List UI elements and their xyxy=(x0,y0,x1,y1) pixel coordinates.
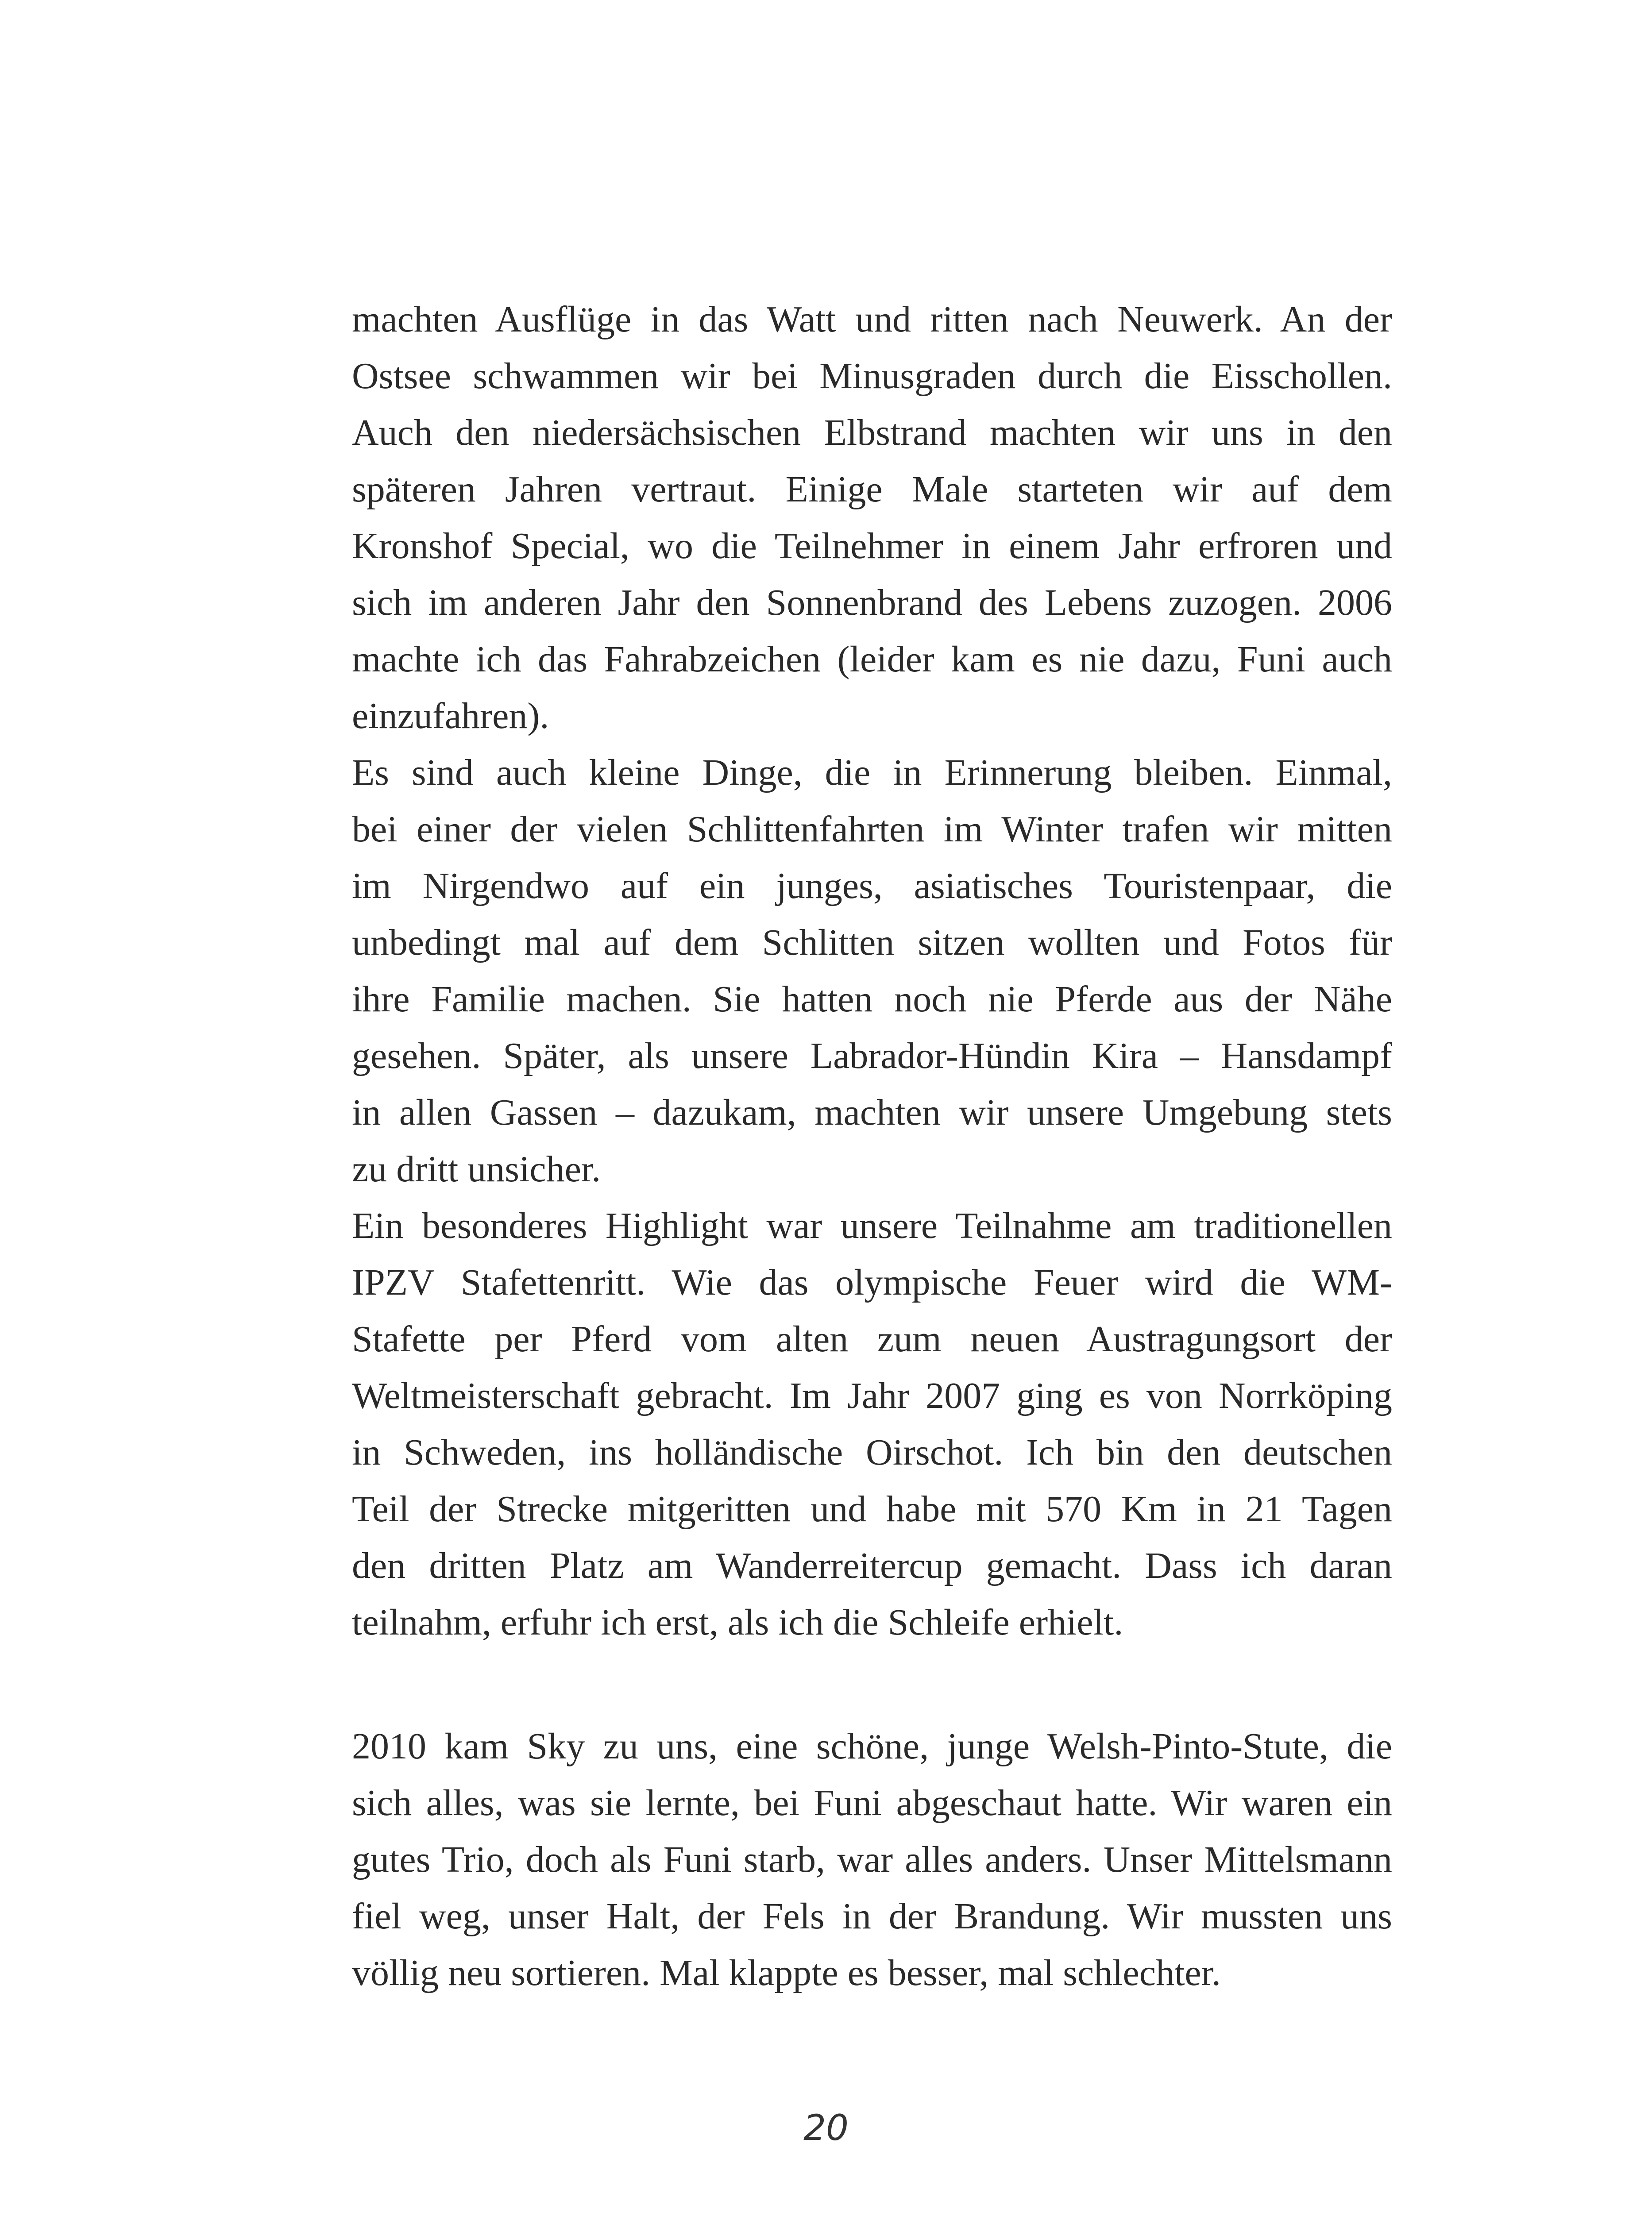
text-line: machten Ausflüge in das Watt und ritten nach Neuwerk. An der xyxy=(352,299,1392,340)
text-line: Stafette per Pferd vom alten zum neuen Austragungsort der xyxy=(352,1319,1392,1360)
paragraph-stafettenritt xyxy=(352,1198,1392,1651)
text-line: sich alles, was sie lernte, bei Funi abgeschaut hatte. Wir waren ein xyxy=(352,1782,1392,1824)
text-line: gesehen. Später, als unsere Labrador-Hündin Kira – Hansdampf xyxy=(352,1035,1392,1076)
text-line: bei einer der vielen Schlittenfahrten im Winter trafen wir mitten xyxy=(352,809,1392,850)
text-line: Kronshof Special, wo die Teilnehmer in einem Jahr erfroren und xyxy=(352,525,1392,567)
text-line: einzufahren). xyxy=(352,695,549,736)
text-line: gutes Trio, doch als Funi starb, war alles anders. Unser Mittelsmann xyxy=(352,1839,1392,1880)
text-line: späteren Jahren vertraut. Einige Male starteten wir auf dem xyxy=(352,469,1392,510)
text-line: Auch den niedersächsischen Elbstrand machten wir uns in den xyxy=(352,412,1392,453)
text-line: Ostsee schwammen wir bei Minusgraden durch die Eisschollen. xyxy=(352,355,1392,397)
text-line: machte ich das Fahrabzeichen (leider kam es nie dazu, Funi auch xyxy=(352,639,1392,680)
text-line: Teil der Strecke mitgeritten und habe mit 570 Km in 21 Tagen xyxy=(352,1488,1392,1530)
text-line: Weltmeisterschaft gebracht. Im Jahr 2007 ging es von Norrköping xyxy=(352,1375,1392,1416)
text-line: Es sind auch kleine Dinge, die in Erinnerung bleiben. Einmal, xyxy=(352,752,1392,793)
text-line: fiel weg, unser Halt, der Fels in der Brandung. Wir mussten uns xyxy=(352,1896,1392,1937)
second-text-block xyxy=(352,1718,1392,2001)
text-line: ihre Familie machen. Sie hatten noch nie Pferde aus der Nähe xyxy=(352,979,1392,1020)
paragraph-ausfluege xyxy=(352,291,1392,744)
text-line: in Schweden, ins holländische Oirschot. Ich bin den deutschen xyxy=(352,1432,1392,1473)
text-line: teilnahm, erfuhr ich erst, als ich die Schleife erhielt. xyxy=(352,1602,1123,1643)
paragraph-kleine-dinge xyxy=(352,744,1392,1198)
text-line: völlig neu sortieren. Mal klappte es besser, mal schlechter. xyxy=(352,1952,1221,1993)
paragraph-sky xyxy=(352,1718,1392,2001)
text-line: den dritten Platz am Wanderreitercup gemacht. Dass ich daran xyxy=(352,1545,1392,1586)
page-number: 20 xyxy=(803,2107,849,2148)
text-line: in allen Gassen – dazukam, machten wir unsere Umgebung stets xyxy=(352,1092,1392,1133)
text-line: 2010 kam Sky zu uns, eine schöne, junge Welsh-Pinto-Stute, die xyxy=(352,1726,1392,1767)
text-line: unbedingt mal auf dem Schlitten sitzen wollten und Fotos für xyxy=(352,922,1392,963)
text-line: im Nirgendwo auf ein junges, asiatisches Touristenpaar, die xyxy=(352,865,1392,906)
text-line: IPZV Stafettenritt. Wie das olympische Feuer wird die WM- xyxy=(352,1262,1392,1303)
text-line: zu dritt unsicher. xyxy=(352,1149,601,1190)
main-text-block xyxy=(352,291,1392,1651)
text-line: Ein besonderes Highlight war unsere Teilnahme am traditionellen xyxy=(352,1205,1392,1246)
text-line: sich im anderen Jahr den Sonnenbrand des Lebens zuzogen. 2006 xyxy=(352,582,1392,623)
